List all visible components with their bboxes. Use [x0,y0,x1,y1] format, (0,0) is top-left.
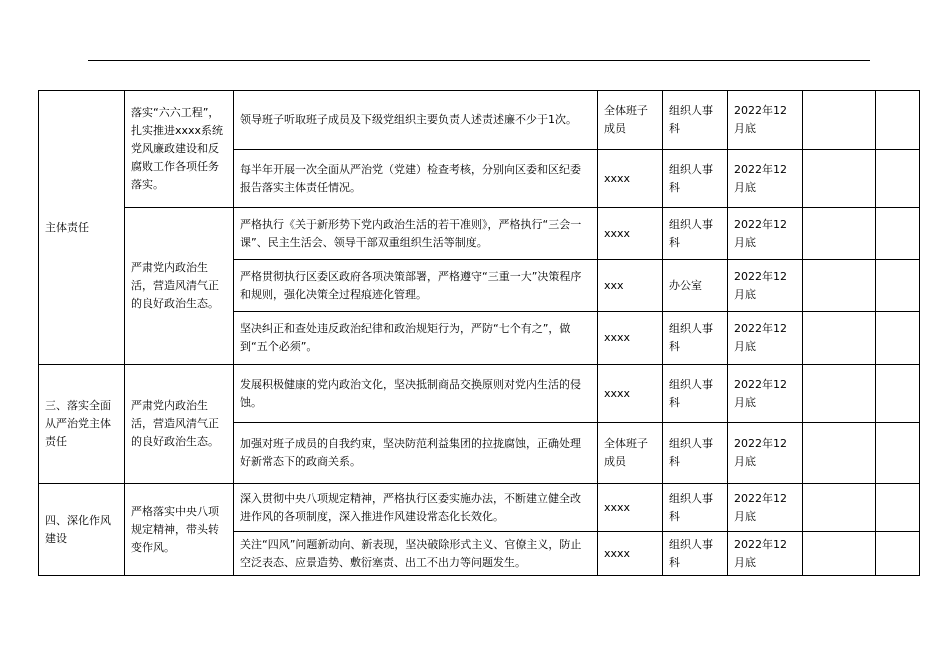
deadline-cell: 2022年12月底 [728,91,803,150]
deadline-cell: 2022年12月底 [728,150,803,208]
blank-cell [803,260,876,312]
blank-cell [876,208,920,260]
task-cell: 严肃党内政治生活，营造风清气正的良好政治生态。 [125,365,234,484]
lead-dept-cell: 组织人事科 [663,365,728,423]
category-cell: 主体责任 [39,91,125,365]
blank-cell [803,532,876,576]
measure-cell: 领导班子听取班子成员及下级党组织主要负责人述责述廉不少于1次。 [234,91,598,150]
blank-cell [803,365,876,423]
blank-cell [803,91,876,150]
table-row [39,91,920,150]
measure-cell: 坚决纠正和查处违反政治纪律和政治规矩行为，严防“七个有之”，做到“五个必须”。 [234,312,598,365]
category-cell: 三、落实全面从严治党主体责任 [39,365,125,484]
responsible-cell: xxxx [598,208,663,260]
deadline-cell: 2022年12月底 [728,365,803,423]
lead-dept-cell: 组织人事科 [663,312,728,365]
table-row [39,365,920,423]
blank-cell [876,423,920,484]
deadline-cell: 2022年12月底 [728,208,803,260]
deadline-cell: 2022年12月底 [728,312,803,365]
blank-cell [876,484,920,532]
blank-cell [803,150,876,208]
responsible-cell: 全体班子成员 [598,423,663,484]
measure-cell: 关注“四风”问题新动向、新表现，坚决破除形式主义、官僚主义，防止空泛表态、应景造势、敷衍塞责、出工不出力等问题发生。 [234,532,598,576]
blank-cell [803,423,876,484]
deadline-cell: 2022年12月底 [728,260,803,312]
responsible-cell: xxxx [598,312,663,365]
blank-cell [803,484,876,532]
blank-cell [803,208,876,260]
measure-cell: 加强对班子成员的自我约束，坚决防范利益集团的拉拢腐蚀，正确处理好新常态下的政商关系。 [234,423,598,484]
task-cell: 落实“六六工程”，扎实推进xxxx系统党风廉政建设和反腐败工作各项任务落实。 [125,91,234,208]
blank-cell [876,150,920,208]
table-row [39,484,920,532]
table-row [39,208,920,260]
task-cell: 严格落实中央八项规定精神，带头转变作风。 [125,484,234,576]
blank-cell [876,532,920,576]
responsible-cell: 全体班子成员 [598,91,663,150]
deadline-cell: 2022年12月底 [728,484,803,532]
responsible-cell: xxxx [598,150,663,208]
lead-dept-cell: 组织人事科 [663,91,728,150]
header-rule [88,60,870,61]
blank-cell [876,91,920,150]
lead-dept-cell: 组织人事科 [663,532,728,576]
lead-dept-cell: 办公室 [663,260,728,312]
task-cell: 严肃党内政治生活，营造风清气正的良好政治生态。 [125,208,234,365]
measure-cell: 发展积极健康的党内政治文化，坚决抵制商品交换原则对党内生活的侵蚀。 [234,365,598,423]
blank-cell [876,312,920,365]
category-cell: 四、深化作风建设 [39,484,125,576]
responsible-cell: xxx [598,260,663,312]
deadline-cell: 2022年12月底 [728,532,803,576]
blank-cell [876,260,920,312]
lead-dept-cell: 组织人事科 [663,484,728,532]
measure-cell: 严格贯彻执行区委区政府各项决策部署，严格遵守“三重一大”决策程序和规则，强化决策全过程痕迹化管理。 [234,260,598,312]
responsible-cell: xxxx [598,532,663,576]
lead-dept-cell: 组织人事科 [663,150,728,208]
responsible-cell: xxxx [598,365,663,423]
blank-cell [876,365,920,423]
lead-dept-cell: 组织人事科 [663,208,728,260]
measure-cell: 每半年开展一次全面从严治党（党建）检查考核，分别向区委和区纪委报告落实主体责任情况。 [234,150,598,208]
task-table [38,90,920,576]
measure-cell: 深入贯彻中央八项规定精神，严格执行区委实施办法，不断建立健全改进作风的各项制度，深入推进作风建设常态化长效化。 [234,484,598,532]
measure-cell: 严格执行《关于新形势下党内政治生活的若干准则》，严格执行“三会一课”、民主生活会、领导干部双重组织生活等制度。 [234,208,598,260]
deadline-cell: 2022年12月底 [728,423,803,484]
lead-dept-cell: 组织人事科 [663,423,728,484]
responsible-cell: xxxx [598,484,663,532]
blank-cell [803,312,876,365]
